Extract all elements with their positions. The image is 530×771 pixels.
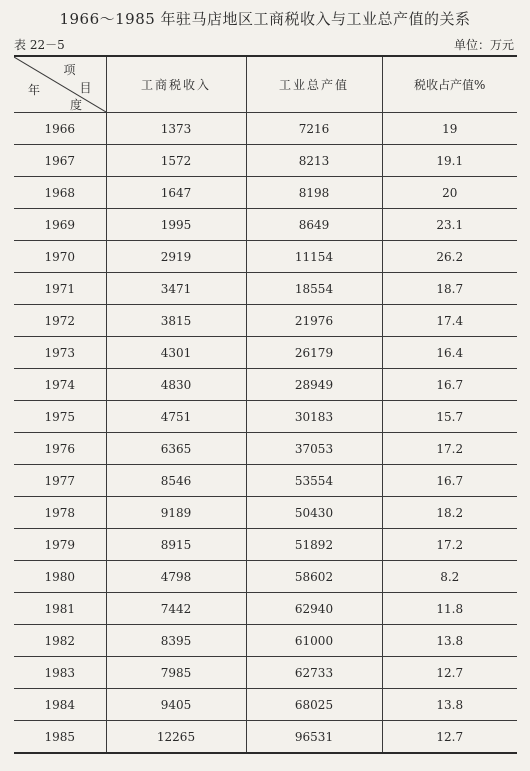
year-cell: 1968 [14, 177, 106, 209]
table-row [14, 657, 517, 689]
ratio-cell: 18.2 [382, 497, 517, 529]
unit-label: 单位：万元 [453, 38, 514, 52]
table-row [14, 721, 517, 754]
ratio-cell: 18.7 [382, 273, 517, 305]
output-cell: 58602 [246, 561, 382, 593]
year-cell: 1978 [14, 497, 106, 529]
output-cell: 8649 [246, 209, 382, 241]
ratio-cell: 16.7 [382, 369, 517, 401]
tax-cell: 7442 [106, 593, 246, 625]
ratio-cell: 20 [382, 177, 517, 209]
output-cell: 8198 [246, 177, 382, 209]
data-table [14, 55, 517, 754]
output-cell: 21976 [246, 305, 382, 337]
tax-cell: 1373 [106, 113, 246, 145]
output-cell: 53554 [246, 465, 382, 497]
tax-cell: 9189 [106, 497, 246, 529]
year-cell: 1973 [14, 337, 106, 369]
output-cell: 8213 [246, 145, 382, 177]
tax-cell: 4751 [106, 401, 246, 433]
year-cell: 1971 [14, 273, 106, 305]
output-cell: 18554 [246, 273, 382, 305]
year-cell: 1981 [14, 593, 106, 625]
ratio-cell: 26.2 [382, 241, 517, 273]
ratio-cell: 17.4 [382, 305, 517, 337]
output-cell: 11154 [246, 241, 382, 273]
table-row [14, 401, 517, 433]
year-cell: 1982 [14, 625, 106, 657]
table-row [14, 241, 517, 273]
tax-cell: 1995 [106, 209, 246, 241]
table-row [14, 369, 517, 401]
output-cell: 26179 [246, 337, 382, 369]
tax-cell: 8395 [106, 625, 246, 657]
output-cell: 51892 [246, 529, 382, 561]
output-cell: 62733 [246, 657, 382, 689]
table-row [14, 529, 517, 561]
year-cell: 1979 [14, 529, 106, 561]
tax-cell: 3471 [106, 273, 246, 305]
ratio-cell: 13.8 [382, 625, 517, 657]
header-row [14, 56, 517, 113]
column-header-ratio: 税收占产值% [382, 56, 517, 113]
year-cell: 1975 [14, 401, 106, 433]
ratio-cell: 13.8 [382, 689, 517, 721]
page-title: 1966～1985 年驻马店地区工商税收入与工业总产值的关系 [59, 10, 471, 28]
ratio-cell: 15.7 [382, 401, 517, 433]
corner-header [14, 56, 106, 113]
year-cell: 1970 [14, 241, 106, 273]
corner-label-mu: 目 [79, 81, 92, 95]
ratio-cell: 19.1 [382, 145, 517, 177]
year-cell: 1983 [14, 657, 106, 689]
tax-cell: 8546 [106, 465, 246, 497]
output-cell: 96531 [246, 721, 382, 754]
tax-cell: 1647 [106, 177, 246, 209]
tax-cell: 1572 [106, 145, 246, 177]
table-label: 表 22－5 [14, 38, 65, 52]
output-cell: 62940 [246, 593, 382, 625]
table-row [14, 593, 517, 625]
table-row [14, 145, 517, 177]
year-cell: 1980 [14, 561, 106, 593]
output-cell: 30183 [246, 401, 382, 433]
column-header-output: 工业总产值 [246, 56, 382, 113]
corner-label-nian: 年 [28, 83, 41, 97]
table-row [14, 497, 517, 529]
year-cell: 1977 [14, 465, 106, 497]
output-cell: 37053 [246, 433, 382, 465]
tax-cell: 4830 [106, 369, 246, 401]
tax-cell: 3815 [106, 305, 246, 337]
table-row [14, 689, 517, 721]
ratio-cell: 16.4 [382, 337, 517, 369]
table-row [14, 113, 517, 145]
output-cell: 50430 [246, 497, 382, 529]
tax-cell: 9405 [106, 689, 246, 721]
year-cell: 1974 [14, 369, 106, 401]
year-cell: 1972 [14, 305, 106, 337]
table-row [14, 465, 517, 497]
corner-label-du: 度 [70, 98, 83, 112]
corner-label-item: 项 [63, 63, 76, 77]
ratio-cell: 17.2 [382, 433, 517, 465]
table-row [14, 209, 517, 241]
year-cell: 1969 [14, 209, 106, 241]
year-cell: 1966 [14, 113, 106, 145]
table-row [14, 561, 517, 593]
ratio-cell: 12.7 [382, 657, 517, 689]
output-cell: 28949 [246, 369, 382, 401]
output-cell: 68025 [246, 689, 382, 721]
ratio-cell: 19 [382, 113, 517, 145]
year-cell: 1985 [14, 721, 106, 754]
tax-cell: 4798 [106, 561, 246, 593]
column-header-tax: 工商税收入 [106, 56, 246, 113]
tax-cell: 2919 [106, 241, 246, 273]
year-cell: 1967 [14, 145, 106, 177]
tax-cell: 12265 [106, 721, 246, 754]
ratio-cell: 16.7 [382, 465, 517, 497]
tax-cell: 7985 [106, 657, 246, 689]
output-cell: 7216 [246, 113, 382, 145]
table-row [14, 337, 517, 369]
tax-cell: 6365 [106, 433, 246, 465]
output-cell: 61000 [246, 625, 382, 657]
table-row [14, 625, 517, 657]
table-row [14, 177, 517, 209]
table-row [14, 273, 517, 305]
year-cell: 1984 [14, 689, 106, 721]
year-cell: 1976 [14, 433, 106, 465]
ratio-cell: 17.2 [382, 529, 517, 561]
ratio-cell: 11.8 [382, 593, 517, 625]
table-row [14, 305, 517, 337]
table-row [14, 433, 517, 465]
ratio-cell: 12.7 [382, 721, 517, 754]
tax-cell: 4301 [106, 337, 246, 369]
ratio-cell: 23.1 [382, 209, 517, 241]
tax-cell: 8915 [106, 529, 246, 561]
ratio-cell: 8.2 [382, 561, 517, 593]
